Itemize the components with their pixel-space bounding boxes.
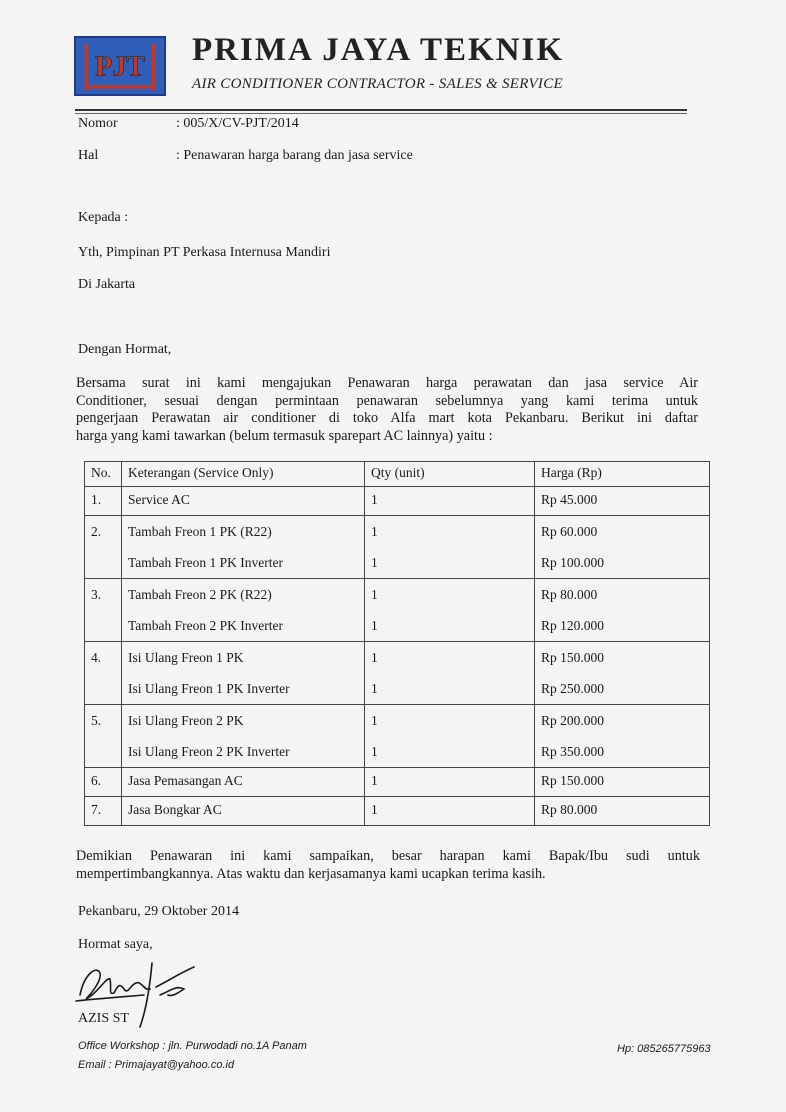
hal-label: Hal [78, 148, 99, 163]
hal-value: : Penawaran harga barang dan jasa service [176, 148, 413, 163]
row-description [122, 705, 365, 768]
row-description [122, 642, 365, 705]
row-no: 4. [85, 642, 122, 705]
price-table [84, 461, 710, 826]
item-qty: 1 [371, 618, 378, 633]
intro-line: harga yang kami tawarkan (belum termasuk sparepart AC lainnya) yaitu : [76, 427, 493, 444]
row-price: Rp 150.000 [535, 768, 710, 797]
table-row [85, 516, 710, 579]
row-qty [365, 705, 535, 768]
item-price: Rp 150.000 [541, 650, 605, 665]
row-qty [365, 642, 535, 705]
table-row [85, 705, 710, 768]
closing-line: mempertimbangkannya. Atas waktu dan kerjasamanya kami ucapkan terima kasih. [76, 865, 546, 882]
row-qty: 1 [365, 768, 535, 797]
company-logo [74, 36, 166, 96]
item-qty: 1 [371, 713, 378, 728]
item-description: Isi Ulang Freon 1 PK Inverter [128, 681, 290, 696]
item-price: Rp 120.000 [541, 618, 605, 633]
row-no: 5. [85, 705, 122, 768]
row-no: 3. [85, 579, 122, 642]
row-qty [365, 516, 535, 579]
table-row [85, 487, 710, 516]
item-description: Tambah Freon 2 PK (R22) [128, 587, 272, 602]
row-no: 7. [85, 797, 122, 826]
intro-line: Bersama surat ini kami mengajukan Penawaran harga perawatan dan jasa service Air [76, 375, 698, 391]
sign-off: Hormat saya, [78, 937, 153, 952]
phone: Hp: 085265775963 [617, 1043, 711, 1055]
item-description: Tambah Freon 1 PK (R22) [128, 524, 272, 539]
office-address: Office Workshop : jln. Purwodadi no.1A Panam [78, 1040, 307, 1052]
table-row [85, 768, 710, 797]
company-tagline: AIR CONDITIONER CONTRACTOR - SALES & SERVICE [192, 76, 563, 92]
item-description: Isi Ulang Freon 2 PK [128, 713, 244, 728]
closing-line: Demikian Penawaran ini kami sampaikan, besar harapan kami Bapak/Ibu sudi untuk [76, 848, 700, 864]
nomor-label: Nomor [78, 116, 118, 131]
row-qty [365, 579, 535, 642]
item-qty: 1 [371, 681, 378, 696]
item-price: Rp 60.000 [541, 524, 598, 539]
email: Email : Primajayat@yahoo.co.id [78, 1059, 235, 1071]
item-price: Rp 100.000 [541, 555, 605, 570]
row-price [535, 579, 710, 642]
recipient-name: Yth, Pimpinan PT Perkasa Internusa Mandiri [78, 245, 331, 260]
item-description: Tambah Freon 1 PK Inverter [128, 555, 284, 570]
table-row [85, 797, 710, 826]
item-price: Rp 80.000 [541, 587, 598, 602]
header-divider-thin [75, 113, 687, 114]
recipient-location: Di Jakarta [78, 277, 136, 292]
kepada-label: Kepada : [78, 210, 129, 225]
item-description: Isi Ulang Freon 1 PK [128, 650, 244, 665]
greeting: Dengan Hormat, [78, 342, 172, 357]
item-price: Rp 250.000 [541, 681, 605, 696]
intro-line: pengerjaan Perawatan air conditioner di toko Alfa mart kota Pekanbaru. Berikut ini daftar [76, 410, 698, 426]
intro-line: Conditioner, sesuai dengan permintaan penawaran sebelumnya yang kami terima untuk [76, 392, 698, 409]
row-no: 2. [85, 516, 122, 579]
row-description: Jasa Pemasangan AC [122, 768, 365, 797]
item-description: Isi Ulang Freon 2 PK Inverter [128, 744, 290, 759]
row-description: Jasa Bongkar AC [122, 797, 365, 826]
row-qty: 1 [365, 797, 535, 826]
place-date: Pekanbaru, 29 Oktober 2014 [78, 904, 239, 919]
company-name: PRIMA JAYA TEKNIK [192, 32, 565, 68]
nomor-value: : 005/X/CV-PJT/2014 [176, 116, 299, 131]
row-price: Rp 45.000 [535, 487, 710, 516]
item-qty: 1 [371, 587, 378, 602]
row-description [122, 579, 365, 642]
logo-text: PJT [95, 51, 145, 83]
header-description: Keterangan (Service Only) [122, 462, 365, 487]
row-no: 1. [85, 487, 122, 516]
item-price: Rp 200.000 [541, 713, 605, 728]
signer-name: AZIS ST [78, 1011, 129, 1026]
table-row [85, 579, 710, 642]
row-qty: 1 [365, 487, 535, 516]
row-description [122, 516, 365, 579]
header-qty: Qty (unit) [365, 462, 535, 487]
header-price: Harga (Rp) [535, 462, 710, 487]
item-price: Rp 350.000 [541, 744, 605, 759]
row-price: Rp 80.000 [535, 797, 710, 826]
table-row [85, 642, 710, 705]
item-qty: 1 [371, 555, 378, 570]
item-qty: 1 [371, 524, 378, 539]
header-divider [75, 109, 687, 111]
closing-paragraph [76, 848, 700, 883]
item-qty: 1 [371, 650, 378, 665]
row-description: Service AC [122, 487, 365, 516]
intro-paragraph [76, 375, 698, 445]
row-price [535, 705, 710, 768]
row-no: 6. [85, 768, 122, 797]
row-price [535, 516, 710, 579]
row-price [535, 642, 710, 705]
header-no: No. [85, 462, 122, 487]
logo-graphic [76, 38, 164, 94]
table-header-row [85, 462, 710, 487]
item-description: Tambah Freon 2 PK Inverter [128, 618, 284, 633]
item-qty: 1 [371, 744, 378, 759]
